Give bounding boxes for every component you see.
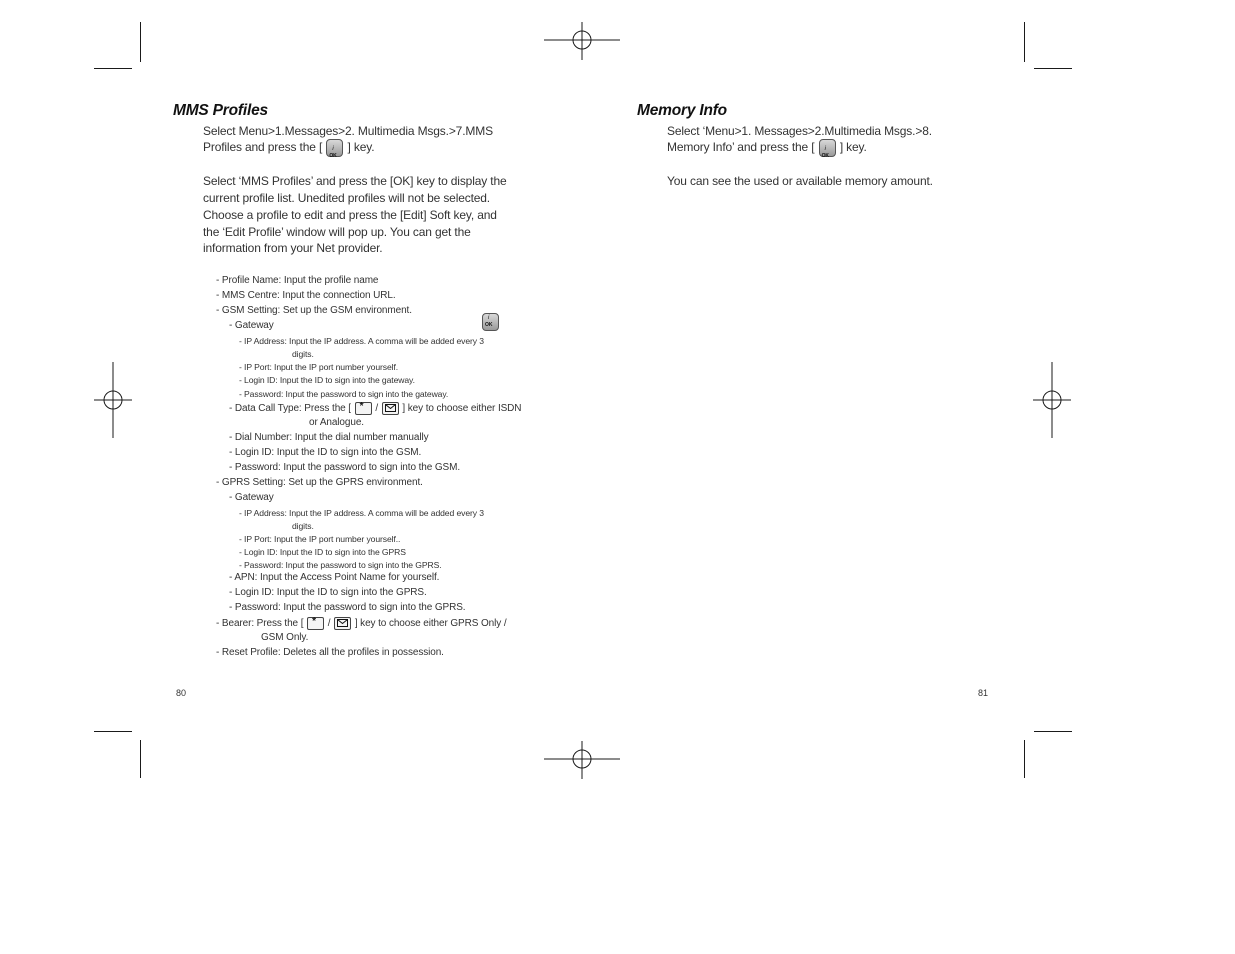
list-item: GSM Only. bbox=[261, 632, 309, 643]
envelope-key-icon bbox=[334, 617, 351, 630]
ok-key-icon: i OK bbox=[819, 139, 836, 157]
page-title: Memory Info bbox=[637, 102, 727, 119]
list-item: - Reset Profile: Deletes all the profiles in possession. bbox=[216, 647, 444, 658]
list-item: - GSM Setting: Set up the GSM environment. bbox=[216, 305, 412, 316]
crop-mark bbox=[1024, 22, 1025, 62]
intro-line bbox=[203, 139, 374, 157]
list-item: - Login ID: Input the ID to sign into the GPRS bbox=[239, 547, 406, 557]
item-text: ] key to choose either ISDN bbox=[402, 403, 522, 415]
star-key-icon: * bbox=[307, 617, 324, 630]
paragraph-line: current profile list. Unedited profiles will not be selected. bbox=[203, 191, 490, 205]
page-number: 81 bbox=[978, 688, 989, 698]
intro-line: Select ‘Menu>1. Messages>2.Multimedia Msgs.>8. bbox=[667, 124, 932, 138]
list-item: - Login ID: Input the ID to sign into the GPRS. bbox=[229, 587, 427, 598]
crop-mark bbox=[1034, 731, 1072, 732]
envelope-key-icon bbox=[382, 402, 399, 415]
list-item: - GPRS Setting: Set up the GPRS environment. bbox=[216, 477, 423, 488]
list-item: - IP Port: Input the IP port number yourself.. bbox=[239, 534, 401, 544]
item-text: - Data Call Type: Press the [ bbox=[229, 403, 351, 415]
list-item: - IP Port: Input the IP port number yourself. bbox=[239, 362, 399, 372]
paragraph-line: Select ‘MMS Profiles’ and press the [OK] key to display the bbox=[203, 174, 507, 188]
crop-mark bbox=[140, 22, 141, 62]
item-text: ] key to choose either GPRS Only / bbox=[354, 618, 507, 630]
paragraph-line: information from your Net provider. bbox=[203, 241, 383, 255]
paragraph-line: the ‘Edit Profile’ window will pop up. You can get the bbox=[203, 225, 471, 239]
crop-mark bbox=[140, 740, 141, 778]
list-item bbox=[229, 402, 521, 415]
item-text: - Bearer: Press the [ bbox=[216, 618, 304, 630]
list-item: - IP Address: Input the IP address. A comma will be added every 3 bbox=[239, 508, 484, 518]
intro-text: ] key. bbox=[347, 140, 375, 155]
list-item: - IP Address: Input the IP address. A comma will be added every 3 bbox=[239, 336, 484, 346]
list-item: - Password: Input the password to sign into the GSM. bbox=[229, 462, 461, 473]
list-item: - MMS Centre: Input the connection URL. bbox=[216, 290, 396, 301]
ok-key-icon: i OK bbox=[482, 313, 499, 331]
crop-mark bbox=[1024, 740, 1025, 778]
intro-line bbox=[667, 139, 867, 157]
page-title: MMS Profiles bbox=[173, 102, 268, 119]
paragraph-line: You can see the used or available memory amount. bbox=[667, 174, 933, 188]
list-item: - Gateway bbox=[229, 492, 274, 503]
crosshair-icon bbox=[544, 22, 620, 60]
crosshair-icon bbox=[94, 362, 132, 438]
list-item: - Password: Input the password to sign into the GPRS. bbox=[239, 560, 442, 570]
star-key-icon: * bbox=[355, 402, 372, 415]
list-item: - Login ID: Input the ID to sign into the GSM. bbox=[229, 447, 422, 458]
paragraph-line: Choose a profile to edit and press the [Edit] Soft key, and bbox=[203, 208, 497, 222]
list-item: digits. bbox=[292, 349, 314, 359]
item-text: / bbox=[327, 618, 331, 630]
list-item bbox=[216, 617, 507, 630]
crop-mark bbox=[1034, 68, 1072, 69]
list-item: - Gateway bbox=[229, 320, 274, 331]
list-item: - Password: Input the password to sign into the gateway. bbox=[239, 389, 449, 399]
list-item: or Analogue. bbox=[309, 417, 364, 428]
list-item: - Profile Name: Input the profile name bbox=[216, 275, 379, 286]
list-item: - Login ID: Input the ID to sign into the gateway. bbox=[239, 375, 415, 385]
list-item: - APN: Input the Access Point Name for yourself. bbox=[229, 572, 440, 583]
crop-mark bbox=[94, 731, 132, 732]
ok-key-icon: i OK bbox=[326, 139, 343, 157]
page-number: 80 bbox=[176, 688, 187, 698]
crosshair-icon bbox=[544, 741, 620, 779]
list-item: - Password: Input the password to sign into the GPRS. bbox=[229, 602, 466, 613]
crop-mark bbox=[94, 68, 132, 69]
intro-text: Memory Info’ and press the [ bbox=[667, 140, 815, 155]
intro-text: ] key. bbox=[839, 140, 867, 155]
intro-text: Profiles and press the [ bbox=[203, 140, 323, 155]
list-item: digits. bbox=[292, 521, 314, 531]
item-text: / bbox=[375, 403, 379, 415]
intro-line: Select Menu>1.Messages>2. Multimedia Msgs.>7.MMS bbox=[203, 124, 493, 138]
list-item: - Dial Number: Input the dial number manually bbox=[229, 432, 429, 443]
crosshair-icon bbox=[1033, 362, 1071, 438]
